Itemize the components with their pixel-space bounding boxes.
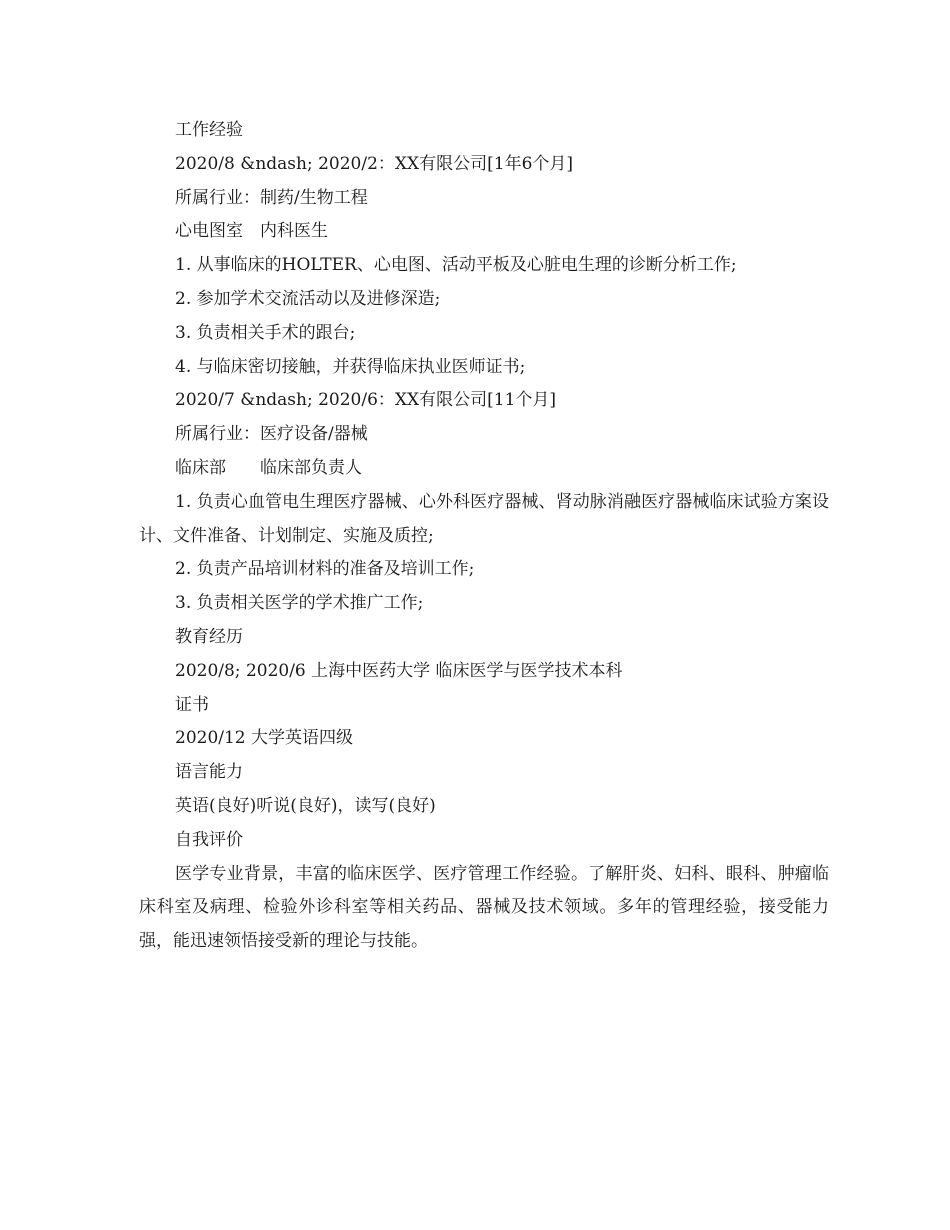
language-entry: 英语(良好)听说(良好)，读写(良好)	[175, 795, 436, 816]
education-entry: 2020/8; 2020/6 上海中医药大学 临床医学与医学技术本科	[175, 660, 623, 681]
job-2-duty-1: 1. 负责心血管电生理医疗器械、心外科医疗器械、肾动脉消融医疗器械临床试验方案设计、文件准备、计划制定、实施及质控;	[139, 491, 829, 546]
job-2-duty-2: 2. 负责产品培训材料的准备及培训工作;	[175, 559, 475, 580]
section-heading-language: 语言能力	[175, 762, 243, 783]
job-1-industry: 所属行业：制药/生物工程	[175, 187, 368, 208]
job-2-industry: 所属行业：医疗设备/器械	[175, 424, 368, 445]
document-body	[139, 114, 829, 959]
job-1-duty-3: 3. 负责相关手术的跟台;	[175, 322, 356, 343]
job-2-period: 2020/7 &ndash; 2020/6：XX有限公司[11个月]	[175, 390, 557, 411]
section-heading-education: 教育经历	[175, 626, 243, 647]
job-1-duty-1: 1. 从事临床的HOLTER、心电图、活动平板及心脏电生理的诊断分析工作;	[175, 255, 737, 276]
job-2-duty-3: 3. 负责相关医学的学术推广工作;	[175, 593, 424, 614]
job-1-period: 2020/8 &ndash; 2020/2：XX有限公司[1年6个月]	[175, 153, 574, 174]
section-heading-work-experience: 工作经验	[175, 120, 243, 140]
job-1-department-title: 心电图室 内科医生	[175, 221, 328, 242]
self-evaluation-text: 医学专业背景，丰富的临床医学、医疗管理工作经验。了解肝炎、妇科、眼科、肿瘤临床科室及病理、检验外诊科室等相关药品、器械及技术领域。多年的管理经验，接受能力强，能迅速领悟接受新的理论与技能。	[139, 863, 829, 952]
certificate-entry: 2020/12 大学英语四级	[175, 728, 354, 749]
job-1-duty-2: 2. 参加学术交流活动以及进修深造;	[175, 288, 441, 309]
section-heading-self-evaluation: 自我评价	[175, 829, 243, 850]
job-1-duty-4: 4. 与临床密切接触，并获得临床执业医师证书;	[175, 356, 526, 377]
section-heading-certificates: 证书	[175, 694, 209, 715]
job-2-department-title: 临床部 临床部负责人	[175, 457, 362, 478]
